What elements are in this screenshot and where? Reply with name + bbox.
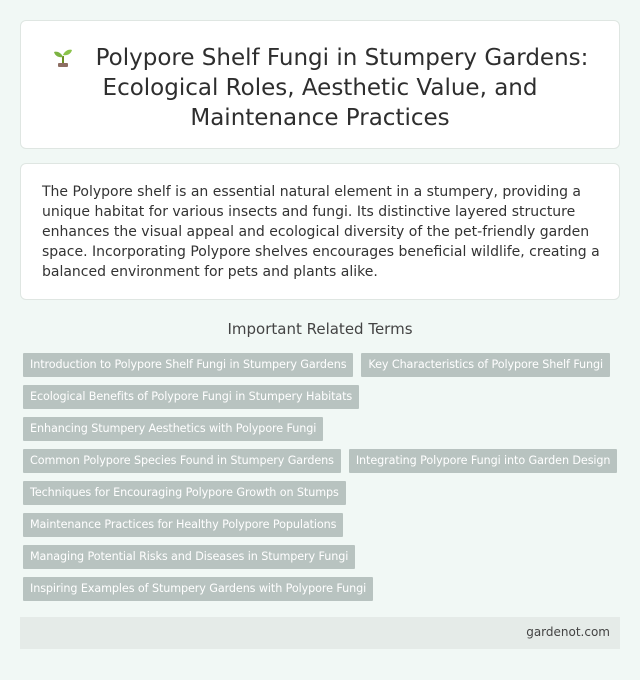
page-title bbox=[41, 43, 599, 133]
title-card bbox=[20, 20, 620, 149]
related-term-tag[interactable]: Key Characteristics of Polypore Shelf Fungi bbox=[361, 353, 610, 377]
tag-row bbox=[23, 449, 617, 481]
tag-row bbox=[23, 353, 617, 385]
related-term-tag[interactable]: Maintenance Practices for Healthy Polypore Populations bbox=[23, 513, 343, 537]
site-link[interactable]: gardenot.com bbox=[526, 625, 610, 639]
related-terms-heading: Important Related Terms bbox=[227, 320, 413, 338]
sprout-icon bbox=[52, 46, 74, 68]
footer bbox=[20, 617, 620, 649]
related-term-tag[interactable]: Ecological Benefits of Polypore Fungi in Stumpery Habitats bbox=[23, 385, 359, 409]
related-terms-list bbox=[23, 353, 617, 609]
related-term-tag[interactable]: Common Polypore Species Found in Stumpery Gardens bbox=[23, 449, 341, 473]
page-title-text: Polypore Shelf Fungi in Stumpery Gardens: Ecological Roles, Aesthetic Value, and Maintenance Practices bbox=[95, 45, 589, 131]
summary-text: The Polypore shelf is an essential natural element in a stumpery, providing a unique habitat for various insects and fungi. Its distinctive layered structure enhances the visual appeal and ecological diversity of the pet-friendly garden space. Incorporating Polypore shelves encourages beneficial wildlife, creating a balanced environment for pets and plants alike. bbox=[42, 184, 600, 280]
related-term-tag[interactable]: Enhancing Stumpery Aesthetics with Polypore Fungi bbox=[23, 417, 323, 441]
related-term-tag[interactable]: Techniques for Encouraging Polypore Growth on Stumps bbox=[23, 481, 346, 505]
tag-row bbox=[23, 577, 617, 609]
related-term-tag[interactable]: Managing Potential Risks and Diseases in Stumpery Fungi bbox=[23, 545, 355, 569]
tag-row bbox=[23, 385, 617, 417]
tag-row bbox=[23, 545, 617, 577]
summary-card bbox=[20, 163, 620, 300]
tag-row bbox=[23, 481, 617, 513]
related-term-tag[interactable]: Integrating Polypore Fungi into Garden Design bbox=[349, 449, 618, 473]
related-term-tag[interactable]: Inspiring Examples of Stumpery Gardens with Polypore Fungi bbox=[23, 577, 373, 601]
related-term-tag[interactable]: Introduction to Polypore Shelf Fungi in Stumpery Gardens bbox=[23, 353, 353, 377]
tag-row bbox=[23, 417, 617, 449]
tag-row bbox=[23, 513, 617, 545]
